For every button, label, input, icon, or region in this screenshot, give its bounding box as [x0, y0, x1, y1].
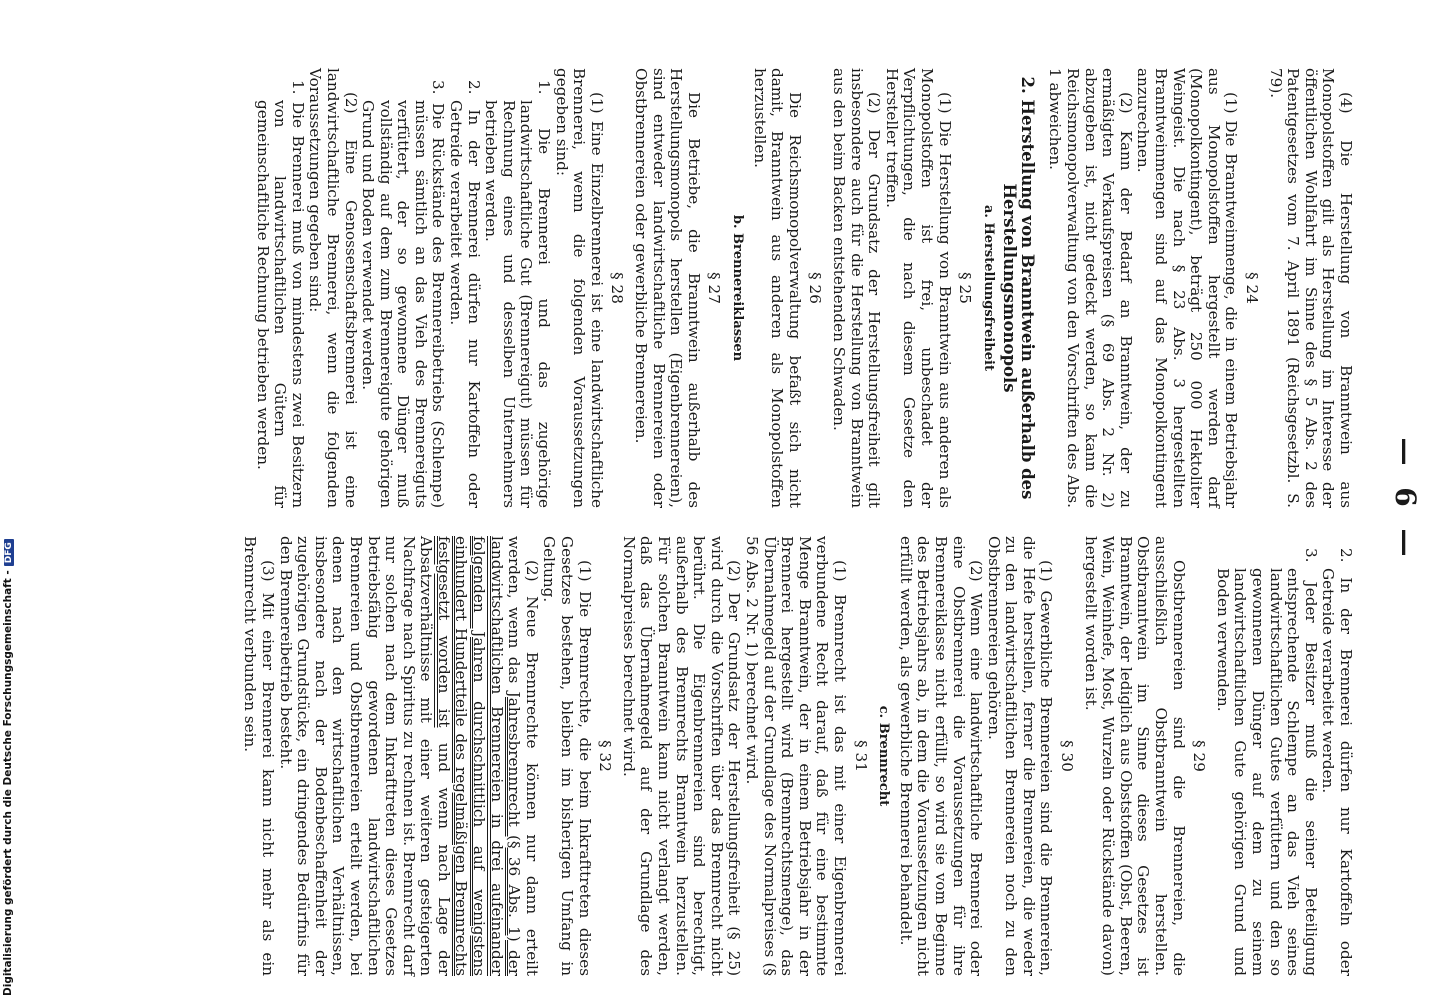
section-heading: § 30 — [1058, 740, 1077, 772]
section-heading: § 27 — [705, 272, 724, 304]
paragraph: (2) Der Grundsatz der Herstellungsfreiheit gilt insbesondere auch für die Herstellung von Branntwein aus den beim Backen entstehenden Schwaden. — [829, 68, 884, 508]
right-column — [241, 536, 1354, 976]
paragraph: (1) Die Brennrechte, die beim Inkrafttreten dieses Gesetzes bestehen, bleiben im bisherigen Umfang in Geltung. — [540, 536, 594, 976]
subheading: b. Brennereiklassen — [730, 214, 745, 362]
list-item: 1. Die Brennerei muß von mindestens zwei Besitzern von landwirtschaftlichen Gütern für gemeinschaftliche Rechnung betrieben werden. — [253, 80, 307, 508]
list-item: 3. Jeder Besitzer muß die seiner Beteiligung entsprechende Schlempe an das Vieh seines landwirtschaftlichen Gutes verfüttern und den so gewonnenen Dünger auf dem zu seinem landwirtschaftlichen Gute gehörigen Grund und Boden verwenden. — [1213, 548, 1320, 976]
paragraph: (1) Brennrecht ist das mit einer Eigenbrennerei verbundene Recht darauf, daß für eine bestimmte Menge Branntwein, der in einem Betriebsjahr in der Brennerei hergestellt wird (Brennrechtsmenge), das Übernahmegeld auf der Grundlage des Normalpreises (§ 56 Abs. 2 Nr. 1) berechnet wird. — [743, 536, 849, 976]
paragraph: Die Reichsmonopolverwaltung befaßt sich nicht damit, Branntwein aus anderen als Monopolstoffen herzustellen. — [750, 68, 804, 508]
underlined-text: Jahresbrennrecht (§ 36 Abs. 1) der landwirtschaftlichen Brennereien in drei aufeinander folgenden Jahren durchschnittlich auf wenigstens einhundert Hundertteile des regelmäßigen Brennrechts festgesetzt worden ist — [434, 536, 524, 976]
page-number: — 6 — — [1389, 437, 1422, 563]
paragraph: (1) Die Herstellung von Branntwein aus anderen als Monopolstoffen ist frei, unbeschadet der Verpflichtungen, die nach diesem Gesetze den Hersteller treffen. — [882, 68, 954, 508]
paragraph: (1) Gewerbliche Brennereien sind die Brennereien, die Hefe herstellen, ferner die Brennereien, die weder zu den landwirtschaftlichen Brennereien noch zu den Obstbrennereien gehören. — [984, 536, 1056, 976]
dfg-logo: DFG — [4, 539, 14, 566]
paragraph: Die Betriebe, die Branntwein außerhalb des Herstellungsmonopols herstellen (Eigenbrennereien), sind entweder landwirtschaftliche Brennereien oder Obstbrennereien oder gewerbliche Brennereien. — [632, 68, 703, 508]
paragraph: (2) Der Grundsatz der Herstellungsfreiheit (§ 25) wird durch die Vorschriften über das Brennrecht nicht berührt. Die Eigenbrennereien sind berechtigt, außerhalb des Brennrechts Branntwein herzustellen. Für solchen Branntwein kann nicht verlangt werden, daß das Übernahmegeld auf der Grundlage des Normalpreises berechnet wird. — [619, 536, 744, 976]
text-span: (2) Neue Brennrechte können nur dann erteilt werden, wenn das — [505, 536, 541, 976]
list-item: 3. Die Rückstände des Brennereibetriebs (Schlempe) müssen sämtlich an das Vieh des Brennereiguts verfüttert, der so gewonnene Dünger muß vollständig auf dem zum Brennereigute gehörigen Grund und Boden verwendet werden. — [359, 80, 448, 508]
paragraph: (3) Mit einer Brennerei kann nicht mehr als ein Brennrecht verbunden sein. — [241, 536, 277, 976]
section-heading: § 32 — [596, 740, 615, 772]
paragraph: (2) Kann der Bedarf an Branntwein, der zu ermäßigten Verkaufspreisen (§ 69 Abs. 2 Nr. 2) abzugeben ist, nicht gedeckt werden, so kann die Reichsmonopolverwaltung von den Vorschriften des Abs. 1 abweichen. — [1046, 68, 1135, 508]
section-heading: § 29 — [1190, 740, 1209, 772]
paragraph — [276, 536, 540, 976]
paragraph: (2) Eine Genossenschaftsbrennerei ist eine landwirtschaftliche Brennerei, wenn die folgenden Voraussetzungen gegeben sind: — [306, 68, 360, 508]
paragraph: (2) Wenn eine landwirtschaftliche Brennerei oder eine Obstbrennerei die Voraussetzungen für ihre Brennereiklasse nicht erfüllt, so wird sie vom Beginne des Betriebsjahrs ab, in dem die Voraussetzungen nicht erfüllt werden, als gewerbliche Brennerei behandelt. — [896, 536, 986, 976]
chapter-heading: 2. Herstellung von Branntwein außerhalb des Herstellungsmonopols — [1000, 76, 1037, 500]
list-item: 2. In der Brennerei dürfen nur Kartoffeln oder Getreide verarbeitet werden. — [447, 80, 483, 508]
section-heading: § 28 — [608, 272, 627, 304]
list-item: 1. Die Brennerei und das zugehörige landwirtschaftliche Gut (Brennereigut) müssen für Rechnung eines und desselben Unternehmers betrieben werden. — [482, 80, 554, 508]
section-heading: § 24 — [1243, 272, 1262, 304]
footer-text: Digitalisierung gefördert durch die Deutsche Forschungsgemeinschaft - — [2, 570, 14, 996]
digitization-footer — [2, 539, 14, 996]
paragraph: (1) Eine Einzelbrennerei ist eine landwirtschaftliche Brennerei, wenn die folgenden Voraussetzungen gegeben sind: — [552, 68, 606, 508]
subheading: a. Herstellungsfreiheit — [980, 205, 996, 371]
text-span: und wenn nach Lage der Absatzverhältnisse mit einer weiteren gesteigerten Nachfrage nach Spiritus zu rechnen ist. Brennrecht darf nur solchen nach dem Inkrafttreten dieses Gesetzes betriebsfähig gewordenen landwirtschaftlichen Brennereien und Obstbrennereien erteilt werden, bei denen nach den wirtschaftlichen Verhältnissen, insbesondere nach der Bodenbeschaffenheit der zugehörigen Grundstücke, ein dringendes Bedürfnis für den Brennereibetrieb besteht. — [276, 536, 453, 976]
section-heading: § 25 — [956, 272, 975, 304]
left-column — [253, 68, 1354, 508]
subheading: c. Brennrecht — [876, 705, 892, 807]
paragraph: (1) Die Branntweinmenge, die in einem Betriebsjahr aus Monopolstoffen hergestellt werden darf (Monopolkontingent), beträgt 250 000 Hektoliter Weingeist. Die nach § 23 Abs. 3 hergestellten Branntweinmengen sind auf das Monopolkontingent anzurechnen. — [1134, 68, 1241, 508]
section-heading: § 26 — [806, 272, 825, 304]
list-item: 2. In der Brennerei dürfen nur Kartoffeln oder Getreide verarbeitet werden. — [1319, 548, 1355, 976]
section-heading: § 31 — [851, 740, 870, 772]
paragraph: (4) Die Herstellung von Branntwein aus Monopolstoffen gilt als Herstellung im Interesse der öffentlichen Wohlfahrt im Sinne des § 5 Abs. 2 des Patentgesetzes vom 7. April 1891 (Reichsgesetzbl. S. 79). — [1266, 68, 1355, 508]
paragraph: Obstbrennereien sind die Brennereien, die ausschließlich Obstbranntwein herstellen. Obstbranntwein im Sinne dieses Gesetzes ist Branntwein, der lediglich aus Obststoffen (Obst, Beeren, Wein, Weinhefe, Most, Wurzeln oder Rückstände davon) hergestellt worden ist. — [1081, 536, 1188, 976]
